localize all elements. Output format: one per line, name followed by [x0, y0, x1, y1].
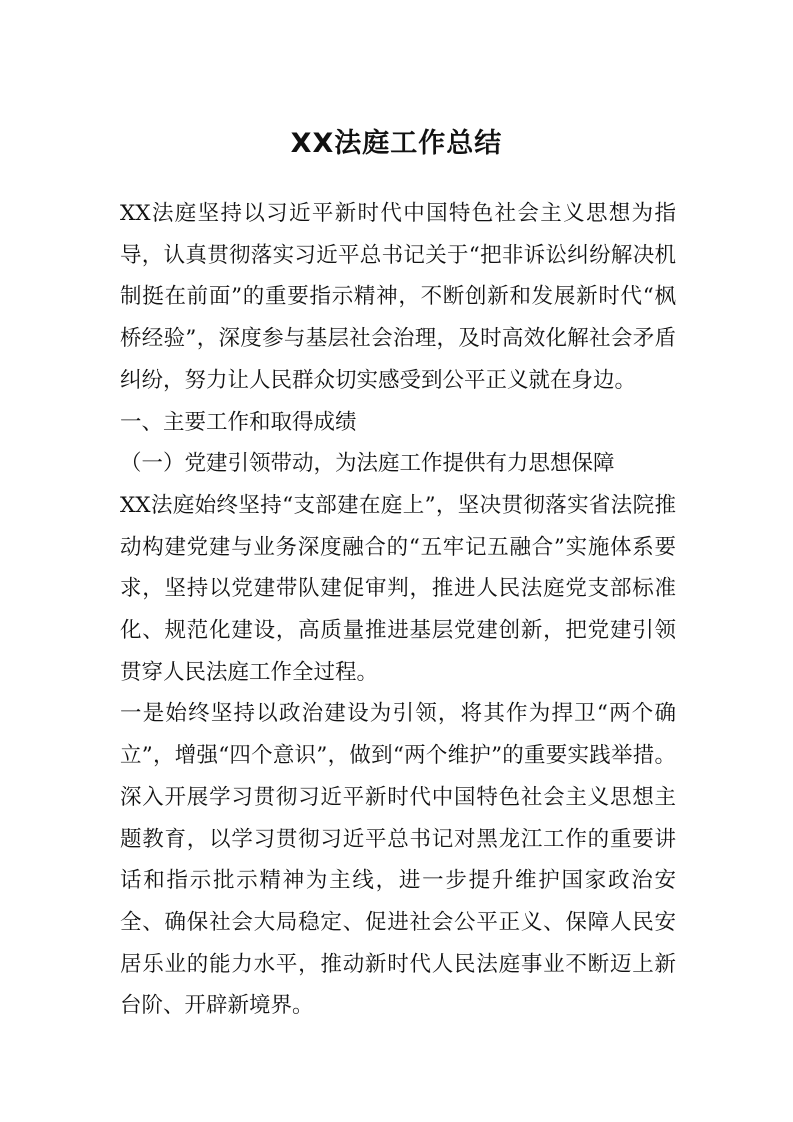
- intro-paragraph: XX法庭坚持以习近平新时代中国特色社会主义思想为指导，认真贯彻落实习近平总书记关于“把非诉讼纠纷解决机制挺在前面”的重要指示精神，不断创新和发展新时代“枫桥经验”，深度参与基层社会治理，及时高效化解社会矛盾纠纷，努力让人民群众切实感受到公平正义就在身边。: [120, 201, 676, 393]
- page-title: XX法庭工作总结: [290, 128, 503, 159]
- document-body: [120, 193, 676, 1027]
- section-heading: 一、主要工作和取得成绩: [120, 409, 357, 435]
- party-building-paragraph: XX法庭始终坚持“支部建在庭上”，坚决贯彻落实省法院推动构建党建与业务深度融合的“五牢记五融合”实施体系要求，坚持以党建带队建促审判，推进人民法庭党支部标准化、规范化建设，高质量推进基层党建创新，把党建引领贯穿人民法庭工作全过程。: [120, 492, 676, 685]
- political-construction-paragraph: 一是始终坚持以政治建设为引领，将其作为捍卫“两个确立”，增强“四个意识”，做到“两个维护”的重要实践举措。深入开展学习贯彻习近平新时代中国特色社会主义思想主题教育，以学习贯彻习近平总书记对黑龙江工作的重要讲话和指示批示精神为主线，进一步提升维护国家政治安全、确保社会大局稳定、促进社会公平正义、保障人民安居乐业的能力水平，推动新时代人民法庭事业不断迈上新台阶、开辟新境界。: [120, 701, 676, 1019]
- subsection-heading: （一）党建引领带动，为法庭工作提供有力思想保障: [120, 451, 615, 477]
